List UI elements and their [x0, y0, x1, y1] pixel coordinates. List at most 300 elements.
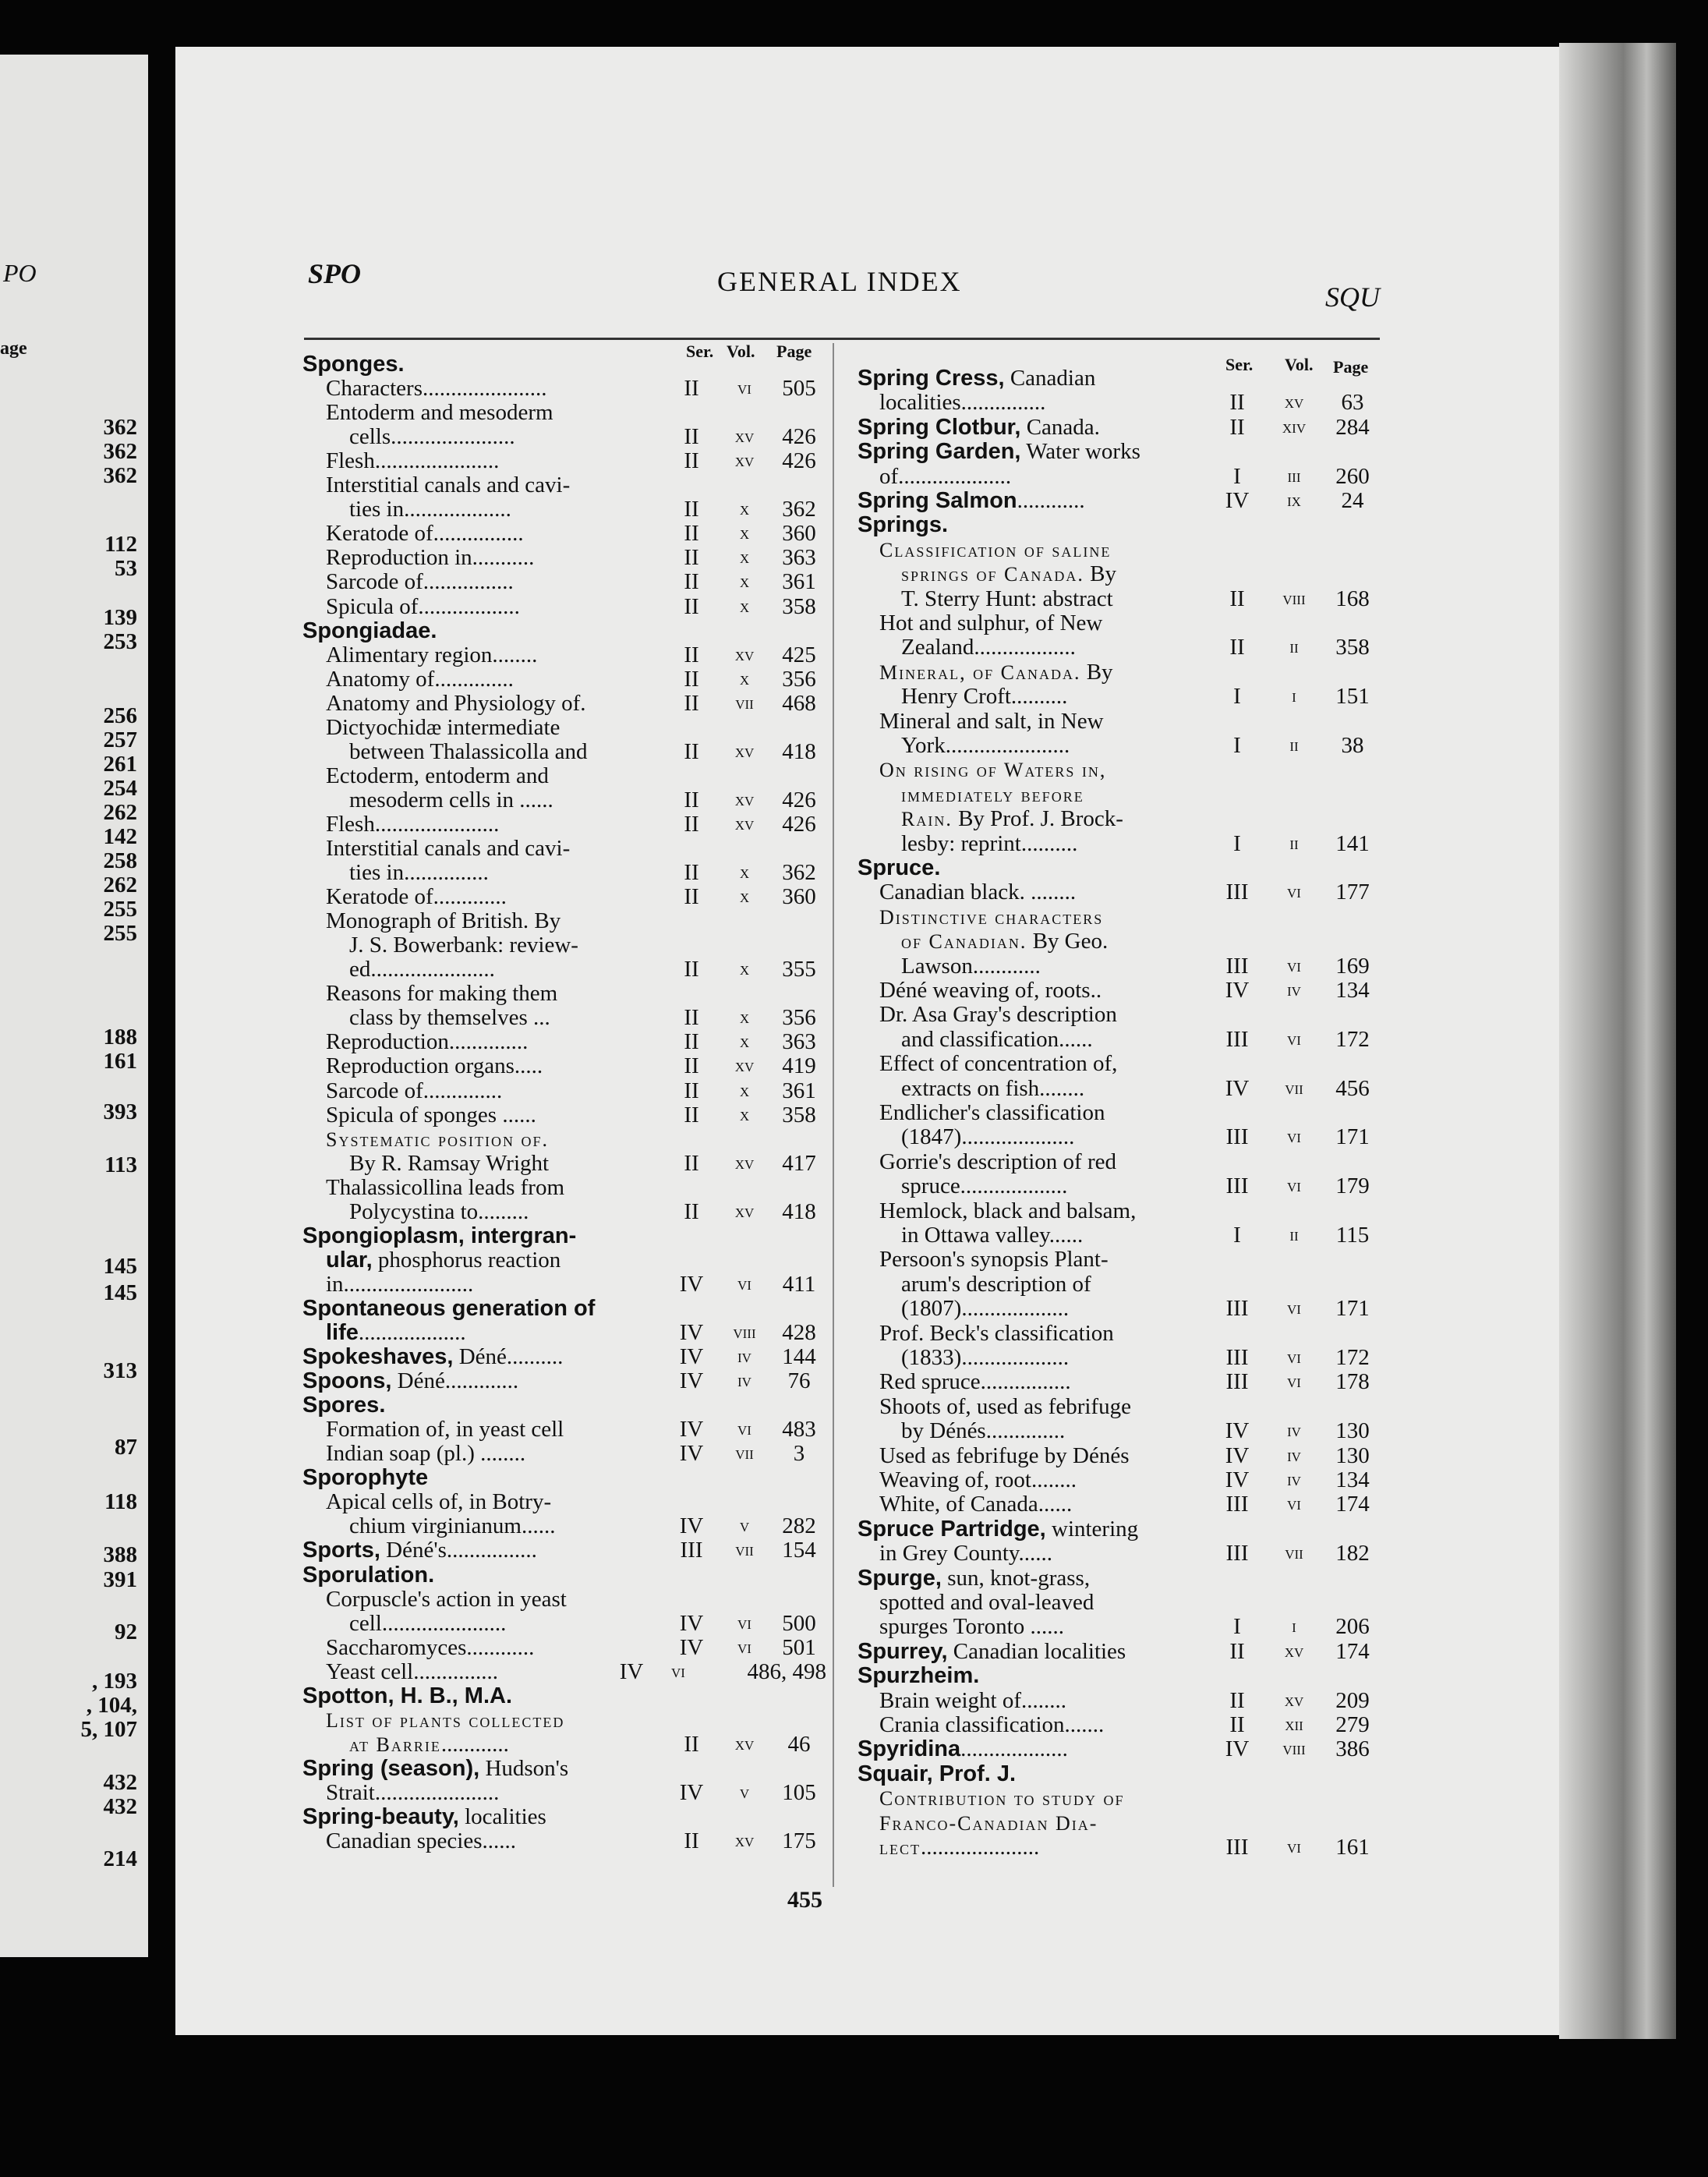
entry-subtext: ties in................... [349, 497, 511, 522]
entry-text [326, 1271, 659, 1297]
series-number: II [684, 690, 699, 716]
entry-subtext: cells...................... [349, 424, 515, 450]
entry-subtext: cell...................... [349, 1610, 507, 1636]
entry-text [302, 1683, 659, 1709]
entry-subtext: ............ [440, 1731, 509, 1757]
volume-number: vi [737, 1637, 751, 1658]
facing-page-number: , 104, [86, 1693, 137, 1718]
entry-text [349, 859, 659, 886]
entry-heading: Springs. [858, 512, 949, 538]
page-reference: 134 [1335, 1467, 1370, 1492]
page-reference: 168 [1335, 586, 1370, 611]
page-reference: 3 [793, 1441, 805, 1467]
entry-text [326, 1440, 659, 1467]
volume-number: viii [733, 1322, 756, 1343]
entry-heading: Spring Garden, [858, 439, 1021, 465]
entry-text [326, 1102, 659, 1128]
entry-subtext: Reproduction.............. [326, 1029, 529, 1055]
entry-subtext: Flesh...................... [326, 448, 500, 474]
volume-number: iv [1287, 980, 1301, 1000]
volume-number: vii [735, 692, 754, 713]
page-reference: 115 [1335, 1223, 1370, 1248]
entry-subtext: By R. Ramsay Wright [349, 1150, 550, 1176]
volume-number: vi [737, 378, 751, 399]
ser-header: Ser. [686, 342, 714, 361]
page-reference: 24 [1341, 488, 1364, 513]
entry-text [302, 1562, 659, 1588]
entry-heading: Spongioplasm, intergran- [302, 1223, 577, 1248]
entry-text [349, 1513, 659, 1539]
entry-heading: Sports, [302, 1538, 380, 1563]
page-reference: 171 [1335, 1124, 1370, 1150]
entry-text [326, 1416, 659, 1442]
volume-number: x [739, 1080, 750, 1101]
page-reference: 358 [782, 1102, 816, 1127]
entry-subtext: (1847).................... [901, 1124, 1075, 1150]
entry-subtext: class by themselves ... [349, 1005, 550, 1031]
entry-subtext: Reproduction in........... [326, 545, 535, 571]
entry-text [326, 544, 659, 571]
entry-subtext: ..................... [921, 1835, 1040, 1860]
volume-number: vi [1287, 1372, 1301, 1393]
volume-number: iv [737, 1371, 751, 1392]
entry-text [879, 1467, 1208, 1493]
facing-page-number: 214 [103, 1846, 137, 1871]
entry-text [858, 1516, 1208, 1542]
page-reference: 426 [782, 424, 816, 450]
entry-text [302, 1343, 659, 1370]
page-reference: 361 [782, 569, 816, 595]
entry-subtext: in Grey County...... [879, 1541, 1053, 1566]
entry-text [326, 763, 659, 789]
volume-number: x [739, 1032, 750, 1053]
entry-subtext: Endlicher's classification [879, 1100, 1105, 1125]
entry-subtext: Déné weaving of, roots.. [879, 978, 1102, 1003]
entry-subtext: Déné's................ [380, 1538, 537, 1563]
entry-subtext: Systematic position of. [326, 1127, 549, 1151]
entry-subtext: at Barrie [349, 1733, 441, 1756]
book-page-edges [1559, 43, 1676, 2039]
series-number: I [1233, 733, 1241, 758]
entry-text [901, 586, 1208, 612]
entry-heading: Spurrey, [858, 1638, 948, 1664]
entry-text [901, 830, 1208, 857]
facing-page-number: 258 [103, 848, 137, 873]
entry-subtext: by Dénés.............. [901, 1418, 1066, 1444]
volume-number: xv [734, 1831, 755, 1852]
entry-text [901, 683, 1208, 710]
series-number: IV [1225, 1418, 1250, 1444]
entry-text [901, 928, 1208, 955]
entry-text [326, 811, 659, 837]
entry-text [901, 1124, 1208, 1150]
volume-number: vii [1285, 1543, 1303, 1564]
entry-text [858, 855, 1208, 881]
entry-subtext: Distinctive characters [879, 905, 1104, 929]
entry-text [326, 835, 659, 862]
page-reference: 456 [1335, 1075, 1370, 1101]
entry-subtext: Canadian [1004, 366, 1096, 391]
series-number: I [1233, 1223, 1241, 1248]
volume-number: vi [671, 1661, 685, 1682]
page-reference: 161 [1335, 1835, 1370, 1860]
entry-text [326, 1707, 659, 1734]
entry-text [879, 1246, 1208, 1273]
entry-text [879, 1368, 1208, 1395]
entry-subtext: By [1084, 561, 1116, 587]
entry-text [326, 714, 659, 741]
entry-subtext: Anatomy and Physiology of. [326, 690, 586, 716]
facing-page-number: 261 [103, 752, 137, 777]
entry-text [879, 977, 1208, 1004]
entry-text [326, 908, 659, 934]
page-reference: 501 [782, 1634, 816, 1660]
page-reference: 105 [782, 1779, 816, 1805]
series-number: II [1229, 586, 1245, 611]
entry-subtext: ................... [960, 1736, 1068, 1762]
entry-text [901, 1418, 1208, 1444]
series-number: III [1225, 1124, 1249, 1150]
series-number: II [1229, 1712, 1245, 1737]
series-number: IV [679, 1513, 704, 1539]
series-number: II [684, 1005, 699, 1031]
entry-subtext: Hot and sulphur, of New [879, 611, 1103, 635]
entry-text [879, 536, 1208, 564]
entry-heading: Sponges. [302, 352, 405, 377]
entry-text [901, 1344, 1208, 1371]
entry-subtext: Keratode of................ [326, 521, 524, 547]
page-reference: 418 [782, 1198, 816, 1224]
entry-text [901, 732, 1208, 759]
page-reference: 426 [782, 811, 816, 837]
volume-number: xv [734, 741, 755, 762]
entry-subtext: Hemlock, black and balsam, [879, 1198, 1137, 1223]
entry-text [326, 520, 659, 547]
entry-text [858, 365, 1208, 391]
entry-subtext: spotted and oval-leaved [879, 1590, 1094, 1615]
entry-text [879, 1050, 1208, 1077]
facing-page-number: 391 [103, 1567, 137, 1592]
series-number: I [1233, 463, 1241, 489]
entry-heading: Spring Cress, [858, 366, 1005, 391]
page-reference: 182 [1335, 1541, 1370, 1566]
facing-page-number: 362 [103, 463, 137, 488]
ser-header: Ser. [1225, 355, 1254, 374]
entry-subtext: Spicula of.................. [326, 593, 520, 619]
facing-page-number: 393 [103, 1099, 137, 1124]
entry-subtext: T. Sterry Hunt: abstract [901, 586, 1113, 611]
facing-page-number: 188 [103, 1025, 137, 1050]
entry-text [901, 1295, 1208, 1322]
entry-heading: Spyridina [858, 1736, 961, 1762]
entry-subtext: Ectoderm, entoderm and [326, 763, 549, 788]
facing-page-number: 145 [103, 1280, 137, 1305]
entry-subtext: Déné.......... [453, 1344, 564, 1370]
volume-number: iv [1287, 1445, 1301, 1466]
series-number: II [1229, 414, 1245, 440]
entry-heading: Sporophyte [302, 1465, 429, 1491]
series-number: II [684, 376, 699, 402]
entry-text [326, 399, 659, 426]
entry-text [879, 1810, 1208, 1837]
page-reference: 486, 498 [747, 1658, 826, 1684]
page-reference: 428 [782, 1320, 816, 1345]
entry-text [879, 1834, 1208, 1861]
entry-subtext: Polycystina to......... [349, 1198, 529, 1224]
facing-page-number: 87 [115, 1435, 137, 1460]
entry-heading: Spruce Partridge, [858, 1516, 1046, 1542]
series-number: II [684, 957, 699, 982]
entry-text [302, 1804, 659, 1830]
facing-page-number: 432 [103, 1794, 137, 1819]
entry-text [879, 904, 1208, 931]
entry-text [349, 496, 659, 522]
volume-number: xv [734, 1733, 755, 1754]
entry-text [858, 414, 1208, 441]
series-number: IV [1225, 1736, 1250, 1762]
entry-text [326, 690, 659, 717]
entry-subtext: Dictyochidæ intermediate [326, 714, 560, 740]
page-reference: 362 [782, 860, 816, 886]
entry-text [302, 351, 659, 377]
entry-subtext: Hudson's [479, 1755, 569, 1781]
page-reference: 76 [787, 1368, 811, 1394]
entry-text [901, 561, 1208, 588]
page-reference: 141 [1335, 830, 1370, 856]
series-number: II [684, 738, 699, 764]
entry-subtext: Gorrie's description of red [879, 1149, 1116, 1174]
entry-text [326, 1174, 659, 1201]
entry-subtext: Corpuscle's action in yeast [326, 1586, 567, 1612]
entry-subtext: lesby: reprint.......... [901, 830, 1078, 856]
page-reference: 175 [782, 1828, 816, 1854]
series-number: II [684, 569, 699, 595]
series-number: II [684, 1029, 699, 1055]
entry-text [326, 666, 659, 692]
entry-text [879, 1687, 1208, 1714]
entry-heading: Spores. [302, 1393, 386, 1418]
entry-subtext: chium virginianum...... [349, 1513, 556, 1539]
page-reference: 500 [782, 1610, 816, 1636]
entry-subtext: springs of Canada. [901, 563, 1084, 586]
entry-heading: Squair, Prof. J. [858, 1761, 1017, 1786]
series-number: II [684, 787, 699, 812]
entry-text [879, 1785, 1208, 1812]
entry-heading: Spoons, [302, 1368, 392, 1394]
entry-heading: Spurge, [858, 1565, 942, 1591]
vol-header: Vol. [727, 342, 755, 361]
entry-subtext: sun, knot-grass, [941, 1565, 1091, 1591]
series-number: III [1225, 1492, 1249, 1517]
entry-subtext: Effect of concentration of, [879, 1051, 1118, 1077]
series-number: II [684, 1102, 699, 1127]
series-number: I [1233, 830, 1241, 856]
page-reference: 177 [1335, 880, 1370, 905]
page-header: Page [1333, 357, 1369, 377]
entry-text [349, 738, 659, 765]
entry-heading: Spurzheim. [858, 1663, 980, 1689]
volume-number: vi [1287, 955, 1301, 976]
entry-text [302, 618, 659, 644]
entry-text [879, 610, 1208, 636]
entry-subtext: ................... [358, 1320, 466, 1345]
page-reference: 360 [782, 521, 816, 547]
page-reference: 174 [1335, 1638, 1370, 1664]
page-reference: 358 [1335, 635, 1370, 660]
entry-text [349, 932, 659, 958]
entry-text [302, 1392, 659, 1418]
entry-subtext: Zealand.................. [901, 635, 1076, 660]
facing-page-number: 5, 107 [80, 1717, 137, 1742]
series-number: IV [1225, 978, 1250, 1003]
entry-subtext: Monograph of British. By [326, 908, 561, 934]
entry-subtext: Canada. [1020, 414, 1100, 440]
page-reference: 356 [782, 666, 816, 692]
entry-text [879, 1589, 1208, 1616]
entry-subtext: Spicula of sponges ...... [326, 1102, 536, 1127]
entry-text [858, 1565, 1208, 1591]
page-reference: 386 [1335, 1736, 1370, 1762]
entry-text [326, 1586, 659, 1612]
entry-text [349, 423, 659, 450]
series-number: III [1225, 1173, 1249, 1199]
running-head-right: SQU [1325, 281, 1380, 313]
entry-subtext: Formation of, in yeast cell [326, 1417, 564, 1442]
volume-number: xiv [1282, 416, 1307, 437]
entry-subtext: By [1080, 659, 1113, 685]
series-number: III [1225, 1296, 1249, 1322]
page-reference: 363 [782, 545, 816, 571]
volume-number: x [739, 668, 750, 689]
page-reference: 206 [1335, 1614, 1370, 1640]
series-number: IV [679, 1271, 704, 1297]
entry-subtext: of.................... [879, 463, 1012, 489]
volume-number: viii [1282, 588, 1306, 609]
entry-subtext: localities [458, 1804, 546, 1829]
series-number: IV [619, 1658, 644, 1684]
page-reference: 279 [1335, 1712, 1370, 1737]
volume-number: iv [1287, 1421, 1301, 1442]
volume-number: ix [1287, 490, 1301, 511]
facing-page-number: 142 [103, 824, 137, 849]
series-number: II [684, 860, 699, 886]
entry-text [879, 659, 1208, 686]
facing-page-number: 253 [103, 629, 137, 654]
entry-subtext: Anatomy of.............. [326, 666, 514, 692]
volume-number: iv [737, 1347, 751, 1368]
entry-text [879, 1491, 1208, 1517]
series-number: II [1229, 1638, 1245, 1664]
volume-number: i [1292, 1616, 1296, 1637]
page-reference: 483 [782, 1417, 816, 1442]
series-number: II [1229, 1687, 1245, 1713]
entry-text [901, 1075, 1208, 1102]
entry-text [326, 642, 659, 668]
entry-subtext: Mineral, of Canada. [879, 660, 1081, 684]
series-number: I [1233, 1614, 1241, 1640]
entry-heading: Spring (season), [302, 1755, 480, 1781]
entry-text [901, 634, 1208, 660]
series-number: IV [679, 1417, 704, 1442]
entry-subtext: wintering [1045, 1516, 1139, 1542]
entry-text [901, 1271, 1208, 1297]
entry-subtext: By Geo. [1027, 929, 1109, 954]
entry-subtext: spurges Toronto ...... [879, 1614, 1064, 1640]
entry-subtext: in Ottawa valley...... [901, 1223, 1084, 1248]
volume-number: xii [1285, 1715, 1303, 1735]
facing-page-number: 254 [103, 776, 137, 801]
series-number: IV [679, 1610, 704, 1636]
series-number: IV [1225, 1467, 1250, 1492]
entry-text [858, 1761, 1208, 1787]
volume-number: xv [734, 813, 755, 834]
page-reference: 411 [782, 1271, 816, 1297]
page-reference: 426 [782, 787, 816, 812]
page-reference: 417 [782, 1150, 816, 1176]
series-number: II [684, 642, 699, 667]
page-reference: 151 [1335, 684, 1370, 710]
volume-number: vi [1287, 1494, 1301, 1515]
series-number: IV [1225, 1442, 1250, 1468]
entry-subtext: J. S. Bowerbank: review- [349, 933, 578, 958]
volume-number: vi [1287, 1127, 1301, 1148]
series-number: II [684, 521, 699, 547]
entry-subtext: Mineral and salt, in New [879, 708, 1104, 734]
header-rule [304, 338, 1380, 340]
page-reference: 46 [787, 1731, 811, 1757]
running-head-left: SPO [308, 258, 362, 289]
facing-page-number: 255 [103, 921, 137, 946]
page-reference: 356 [782, 1005, 816, 1031]
entry-text [901, 1222, 1208, 1248]
entry-subtext: Characters...................... [326, 376, 547, 402]
volume-number: vi [1287, 1298, 1301, 1319]
page-reference: 130 [1335, 1442, 1370, 1468]
facing-page-number: 113 [104, 1152, 137, 1177]
volume-number: x [739, 547, 750, 568]
page-reference: 361 [782, 1078, 816, 1103]
volume-number: vii [1285, 1078, 1303, 1099]
entry-text [326, 1053, 659, 1079]
series-number: II [684, 448, 699, 474]
entry-text [349, 1150, 659, 1177]
entry-text [326, 1126, 659, 1153]
entry-subtext: York...................... [901, 733, 1070, 758]
page-reference: 171 [1335, 1296, 1370, 1322]
entry-text [901, 805, 1208, 833]
entry-text [349, 1198, 659, 1225]
entry-subtext: Sarcode of.............. [326, 1078, 503, 1103]
entry-text [901, 1173, 1208, 1199]
entry-heading: life [326, 1320, 359, 1345]
entry-subtext: Lawson............ [901, 953, 1041, 979]
entry-subtext: Flesh...................... [326, 811, 500, 837]
page-reference: 38 [1341, 733, 1364, 758]
volume-number: vi [1287, 1176, 1301, 1197]
page-reference: 362 [782, 497, 816, 522]
entry-subtext: Persoon's synopsis Plant- [879, 1247, 1109, 1273]
entry-text [326, 1779, 659, 1806]
entry-text [326, 1078, 659, 1104]
series-number: II [684, 424, 699, 450]
entry-text [326, 1319, 659, 1346]
entry-heading: Spotton, H. B., M.A. [302, 1683, 513, 1708]
page-reference: 363 [782, 1029, 816, 1055]
column-divider [833, 343, 834, 1887]
entry-text [901, 953, 1208, 979]
facing-page-number: 362 [103, 415, 137, 440]
entry-text [879, 1712, 1208, 1738]
